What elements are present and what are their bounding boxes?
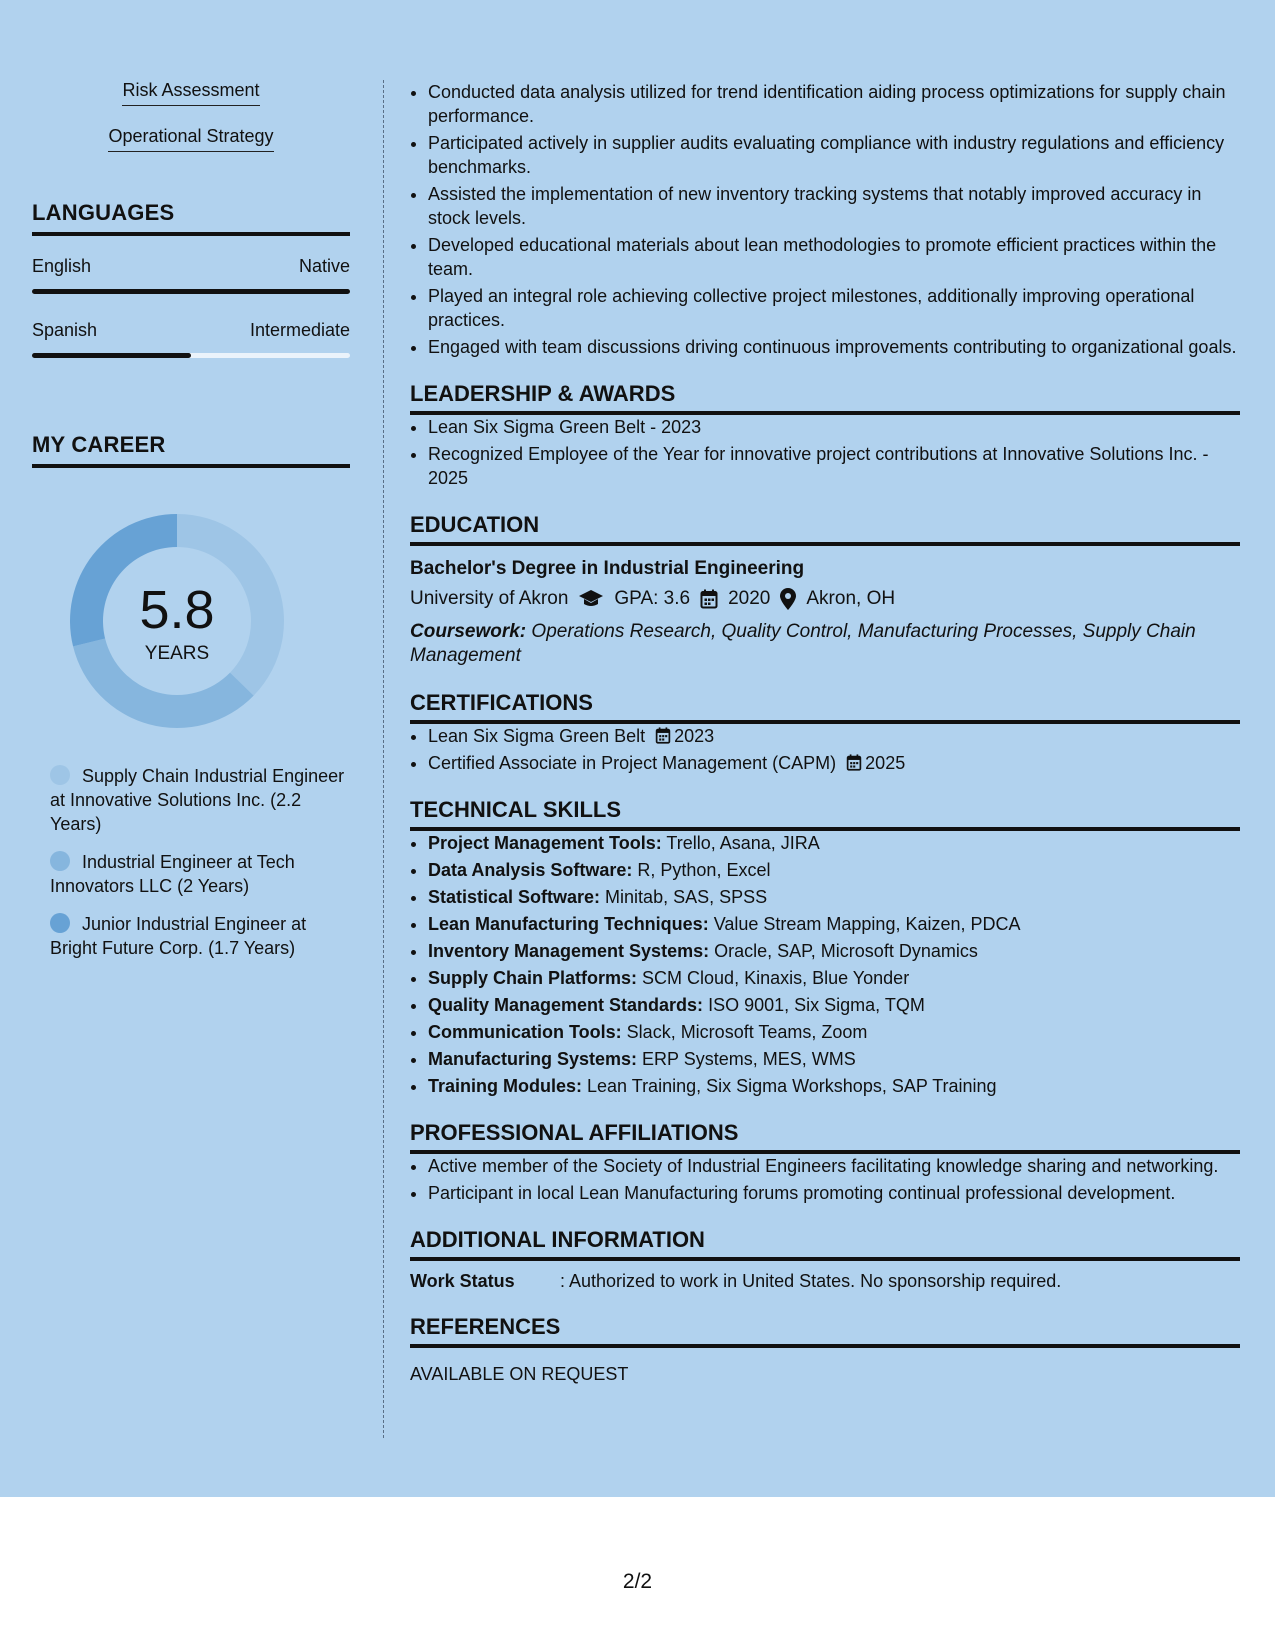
language-bar [32,289,350,294]
skill-item [428,831,1240,855]
skill-value: Lean Training, Six Sigma Workshops, SAP Training [582,1076,997,1096]
page-number: 2/2 [622,1570,653,1593]
work-status-row [410,1271,1240,1292]
location-pin-icon [780,588,796,610]
skill-label: Project Management Tools: [428,833,662,853]
experience-bullet: • Participated actively in supplier audits evaluating compliance with industry regulations and efficiency benchmarks. [428,131,1240,179]
school-location: Akron, OH [806,588,896,609]
work-status-label: Work Status [410,1271,515,1291]
certifications-list [410,724,1240,775]
skill-value: R, Python, Excel [632,860,771,880]
skill-chip: Risk Assessment [122,80,259,106]
affiliation-item: • Active member of the Society of Industrial Engineers facilitating knowledge sharing and networking. [428,1154,1240,1178]
skill-item [428,1074,1240,1098]
skill-label: Supply Chain Platforms: [428,968,638,988]
coursework [410,620,1240,668]
skill-item [428,939,1240,963]
affiliation-item: • Participant in local Lean Manufacturing forums promoting continual professional development. [428,1181,1240,1205]
skill-value: ERP Systems, MES, WMS [637,1049,856,1069]
career-legend-label: Industrial Engineer at Tech Innovators LLC (2 Years) [50,852,295,896]
additional-info-heading: ADDITIONAL INFORMATION [410,1227,1240,1261]
skill-item [428,1020,1240,1044]
skill-item [428,885,1240,909]
skill-label: Communication Tools: [428,1022,622,1042]
certification-name: Lean Six Sigma Green Belt [428,726,646,746]
graduation-cap-icon [578,589,604,609]
language-item [32,320,350,358]
career-total: 5.8 [139,580,215,640]
language-name: English [32,256,92,276]
skill-label: Data Analysis Software: [428,860,633,880]
award-item: • Lean Six Sigma Green Belt - 2023 [428,415,1240,439]
education-details [410,588,1240,610]
skill-label: Quality Management Standards: [428,995,704,1015]
coursework-text: Operations Research, Quality Control, Manufacturing Processes, Supply Chain Management [410,621,1196,666]
skill-label: Inventory Management Systems: [428,941,710,961]
skill-value: Minitab, SAS, SPSS [600,887,768,907]
experience-bullet: • Conducted data analysis utilized for trend identification aiding process optimizations for supply chain performance. [428,80,1240,128]
language-bar [32,353,350,358]
career-heading: MY CAREER [32,432,350,468]
language-name: Spanish [32,320,98,340]
career-legend-item [50,912,350,960]
skill-value: SCM Cloud, Kinaxis, Blue Yonder [637,968,910,988]
calendar-icon [846,754,862,771]
skill-label: Training Modules: [428,1076,583,1096]
calendar-icon [655,727,671,744]
references-text: AVAILABLE ON REQUEST [410,1364,629,1384]
degree-title: Bachelor's Degree in Industrial Engineering [410,558,805,579]
references-heading: REFERENCES [410,1314,1240,1348]
affiliations-heading: PROFESSIONAL AFFILIATIONS [410,1120,1240,1154]
graduation-year: 2020 [728,588,771,609]
skill-value: Trello, Asana, JIRA [661,833,820,853]
certifications-heading: CERTIFICATIONS [410,690,1240,724]
experience-bullet: • Played an integral role achieving collective project milestones, additionally improving operational practices. [428,284,1240,332]
skill-chip: Operational Strategy [108,126,273,152]
coursework-label: Coursework: [410,621,527,642]
language-level: Native [298,256,350,276]
language-bar-fill [32,353,191,358]
legend-dot [50,765,70,785]
career-legend-item [50,764,350,836]
gpa: GPA: 3.6 [614,588,691,609]
skill-value: Slack, Microsoft Teams, Zoom [621,1022,868,1042]
skill-chip-wrap [32,126,350,152]
language-level: Intermediate [249,320,350,340]
main-column [410,80,1240,1385]
career-legend-label: Junior Industrial Engineer at Bright Future Corp. (1.7 Years) [50,914,307,958]
education-heading: EDUCATION [410,512,1240,546]
language-bar-fill [32,289,350,294]
skill-item [428,993,1240,1017]
certification-name: Certified Associate in Project Management (CAPM) [428,753,837,773]
career-unit: YEARS [144,643,210,664]
career-donut-chart [64,508,290,734]
certification-item [428,751,1240,775]
certification-year: 2023 [674,726,715,746]
skill-value: ISO 9001, Six Sigma, TQM [703,995,925,1015]
skill-label: Manufacturing Systems: [428,1049,638,1069]
skill-item [428,912,1240,936]
sidebar [32,80,350,974]
skill-chip-wrap [32,80,350,106]
school-name: University of Akron [410,588,569,609]
award-item: • Recognized Employee of the Year for innovative project contributions at Innovative Solutions Inc. - 2025 [428,442,1240,490]
skill-value: Value Stream Mapping, Kaizen, PDCA [708,914,1021,934]
skill-label: Statistical Software: [428,887,601,907]
skill-value: Oracle, SAP, Microsoft Dynamics [709,941,978,961]
legend-dot [50,851,70,871]
career-legend-label: Supply Chain Industrial Engineer at Innovative Solutions Inc. (2.2 Years) [50,766,345,834]
calendar-icon [700,589,718,609]
column-divider [383,80,384,1438]
experience-bullet: • Developed educational materials about lean methodologies to promote efficient practices within the team. [428,233,1240,281]
work-status-value: : Authorized to work in United States. No sponsorship required. [560,1271,1062,1291]
experience-bullets [410,80,1240,359]
affiliations-list [410,1154,1240,1205]
certification-item [428,724,1240,748]
experience-bullet: • Engaged with team discussions driving continuous improvements contributing to organizational goals. [428,335,1240,359]
awards-list [410,415,1240,490]
career-legend [50,764,350,960]
career-legend-item [50,850,350,898]
languages-heading: LANGUAGES [32,200,350,236]
skill-item [428,1047,1240,1071]
skill-item [428,858,1240,882]
skills-list [410,831,1240,1098]
skill-label: Lean Manufacturing Techniques: [428,914,709,934]
experience-bullet: • Assisted the implementation of new inventory tracking systems that notably improved accuracy in stock levels. [428,182,1240,230]
awards-heading: LEADERSHIP & AWARDS [410,381,1240,415]
certification-year: 2025 [865,753,906,773]
language-item [32,256,350,294]
skill-item [428,966,1240,990]
legend-dot [50,913,70,933]
skills-heading: TECHNICAL SKILLS [410,797,1240,831]
